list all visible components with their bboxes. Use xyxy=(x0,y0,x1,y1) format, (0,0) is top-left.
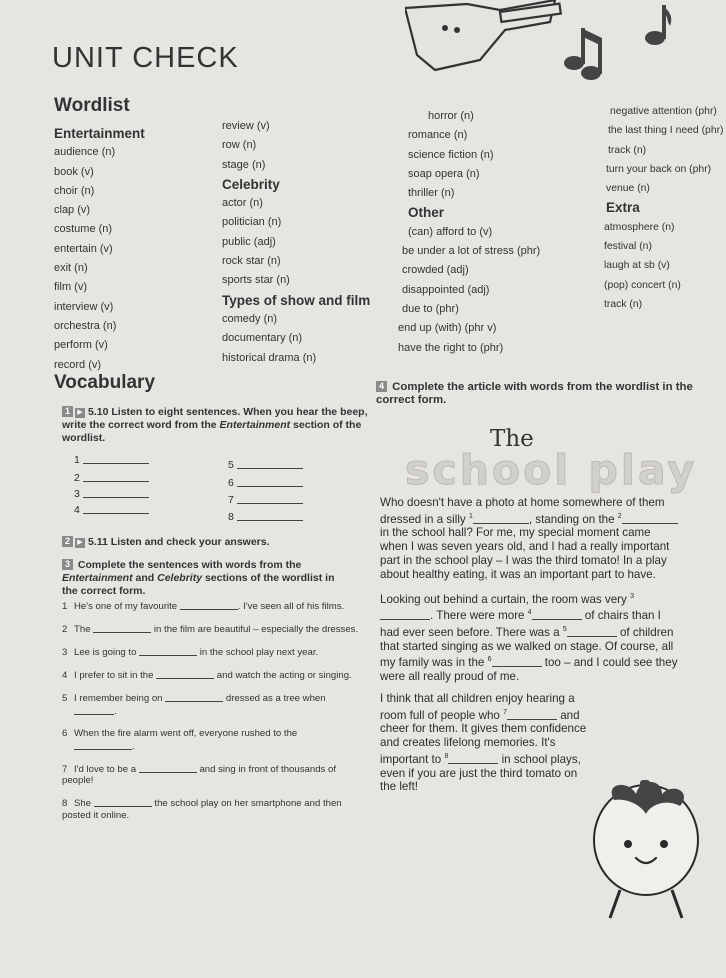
article-blank[interactable] xyxy=(622,514,678,524)
word: actor (n) xyxy=(222,197,263,210)
sentence-text: Lee is going to xyxy=(74,647,137,659)
word: audience (n) xyxy=(54,146,116,159)
article-blank[interactable] xyxy=(448,754,498,764)
blank-number: 6 xyxy=(228,477,234,489)
instruction-italic: Entertainment xyxy=(62,572,133,584)
exercise-4-instruction xyxy=(376,381,716,407)
audio-icon: ▶ xyxy=(75,408,85,418)
instruction-text: and xyxy=(135,572,155,584)
word: horror (n) xyxy=(428,110,474,122)
sentence-number: 6 xyxy=(62,728,68,740)
wordlist-column-4 xyxy=(604,102,724,314)
sentence-text: and sing in front of thousands of people! xyxy=(62,763,336,787)
word: orchestra (n) xyxy=(54,319,117,332)
sentence-text: in the school play next year. xyxy=(199,647,319,659)
article-text: in school plays, even if you are just the third tomato on the left! xyxy=(380,752,581,794)
wordlist-heading-other: Other xyxy=(408,205,445,221)
sentence-text: dressed as a tree when xyxy=(225,693,326,705)
word: end up (with) (phr v) xyxy=(398,322,497,335)
article-blank[interactable] xyxy=(492,657,542,667)
sentence-number: 1 xyxy=(62,601,68,612)
article-blank[interactable] xyxy=(380,610,430,620)
wordlist-heading: Wordlist xyxy=(54,95,130,116)
article-text: Looking out behind a curtain, the room was very xyxy=(380,592,631,606)
exercise-number-badge: 2 xyxy=(62,536,73,547)
answer-blank[interactable] xyxy=(165,692,223,702)
word: science fiction (n) xyxy=(408,148,494,161)
instruction-text: Listen to eight sentences. When you hear the beep, write the correct word from the xyxy=(62,406,368,431)
word: perform (v) xyxy=(54,339,108,352)
sentence-text: and watch the acting or singing. xyxy=(216,670,352,682)
instruction-text: Complete the article with words from the wordlist in the correct form. xyxy=(376,381,693,406)
exercise-number-badge: 3 xyxy=(62,559,73,570)
answer-blank[interactable] xyxy=(74,740,132,750)
article-text: of children that started singing as we walked on stage. Of course, all my family was in the xyxy=(380,625,674,670)
word: the last thing I need (phr) xyxy=(608,125,724,137)
sentence-number: 2 xyxy=(62,624,68,636)
word: interview (v) xyxy=(54,300,114,313)
answer-blank[interactable] xyxy=(228,477,303,489)
word: review (v) xyxy=(222,120,270,132)
word: historical drama (n) xyxy=(222,351,317,364)
blank-number: 2 xyxy=(74,472,80,484)
guitar-and-notes-illustration xyxy=(405,0,675,110)
article-text: . There were more xyxy=(430,609,528,623)
article-text: too – and I could see they were all really proud of me. xyxy=(380,656,678,684)
answer-blank[interactable] xyxy=(228,459,303,471)
word: stage (n) xyxy=(222,158,266,171)
word: track (n) xyxy=(604,298,643,310)
sentence-text: . I've seen all of his films. xyxy=(237,601,345,612)
answer-blank[interactable] xyxy=(74,454,149,466)
word: have the right to (phr) xyxy=(398,341,504,354)
article-text: , standing on the xyxy=(528,512,618,526)
blank-number: 3 xyxy=(74,488,80,500)
word: documentary (n) xyxy=(222,332,303,345)
article-paragraph xyxy=(380,590,680,684)
article-paragraph xyxy=(380,496,680,582)
word: turn your back on (phr) xyxy=(606,163,712,175)
instruction-italic: Entertainment xyxy=(219,419,291,431)
exercise-1-instruction xyxy=(62,406,372,445)
audio-track: 5.10 xyxy=(88,406,109,418)
gap-number: 3 xyxy=(630,592,634,600)
word: sports star (n) xyxy=(222,274,290,287)
word: comedy (n) xyxy=(222,312,278,325)
article-text: Who doesn't have a photo at home somewhere of them dressed in a silly xyxy=(380,496,665,526)
gap-number: 8 xyxy=(444,752,449,760)
word: venue (n) xyxy=(606,183,650,195)
word: atmosphere (n) xyxy=(604,221,675,233)
article-blank[interactable] xyxy=(473,514,529,524)
instruction-text: Listen and check your answers. xyxy=(110,536,270,548)
article-blank[interactable] xyxy=(507,710,557,720)
word: laugh at sb (v) xyxy=(604,260,670,272)
answer-blank[interactable] xyxy=(74,705,114,715)
sentence-text: in the film are beautiful – especially the dresses. xyxy=(153,624,359,636)
wordlist-heading-entertainment: Entertainment xyxy=(54,126,145,141)
word: be under a lot of stress (phr) xyxy=(402,245,541,258)
word: film (v) xyxy=(54,281,87,294)
blank-number: 8 xyxy=(228,511,234,523)
article-paragraph xyxy=(380,692,595,794)
word: crowded (adj) xyxy=(402,264,469,277)
word: romance (n) xyxy=(408,129,468,142)
word: exit (n) xyxy=(54,262,88,275)
word: record (v) xyxy=(54,358,102,371)
answer-blank[interactable] xyxy=(74,472,149,484)
word: costume (n) xyxy=(54,223,113,236)
wordlist-heading-extra: Extra xyxy=(606,200,640,216)
word: row (n) xyxy=(222,139,257,152)
gap-number: 6 xyxy=(487,656,492,664)
wordlist-column-1 xyxy=(54,124,145,375)
answer-blank[interactable] xyxy=(139,763,197,773)
article-title-school-play: school play xyxy=(405,446,698,494)
word: public (adj) xyxy=(222,235,276,248)
sentence-item xyxy=(62,600,362,613)
answer-blank[interactable] xyxy=(94,797,152,807)
article-text: I think that all children enjoy hearing a room full of people who xyxy=(380,691,575,722)
sentence-text: the school play on her smartphone and then posted it online. xyxy=(62,798,342,822)
sentence-number: 8 xyxy=(62,798,68,810)
sentence-number: 5 xyxy=(62,693,68,705)
audio-track: 5.11 xyxy=(88,536,108,548)
wordlist-column-2 xyxy=(222,117,370,368)
sentence-text: I prefer to sit in the xyxy=(74,670,154,682)
word: festival (n) xyxy=(604,241,652,253)
sentence-item: 5 I remember being on dressed as a tree when . xyxy=(62,693,326,717)
answer-blank[interactable] xyxy=(74,504,149,516)
sentence-item xyxy=(62,797,362,821)
word: due to (phr) xyxy=(402,302,459,315)
article-text: in the school hall? For me, my special moment came when I was seven years old, and I had a really important part in the school play – I was the third tomato! In a play about healthy eating, it was an important part to have. xyxy=(380,526,670,581)
sentence-item xyxy=(62,669,362,682)
exercise-3-instruction xyxy=(62,559,352,598)
blank-number: 4 xyxy=(74,504,80,516)
sentence-text: I'd love to be a xyxy=(74,763,137,775)
exercise-number-badge: 1 xyxy=(62,406,73,417)
word: disappointed (adj) xyxy=(402,283,490,296)
article-blank[interactable] xyxy=(532,610,582,620)
answer-blank[interactable] xyxy=(74,488,149,500)
sentence-item xyxy=(62,728,362,752)
article-text: of chairs than I had ever seen before. There was a xyxy=(380,609,661,639)
word: track (n) xyxy=(608,144,647,156)
answer-blank[interactable] xyxy=(228,494,303,506)
wordlist-heading-types-of-show: Types of show and film xyxy=(222,292,371,308)
sentence-text: I remember being on xyxy=(74,693,163,705)
article-blank[interactable] xyxy=(567,627,617,637)
gap-number: 7 xyxy=(503,708,507,716)
gap-number: 2 xyxy=(617,512,622,520)
gap-number: 1 xyxy=(468,512,473,520)
blank-number: 1 xyxy=(74,454,80,466)
word: negative attention (phr) xyxy=(610,106,717,117)
tomato-character-illustration xyxy=(584,770,714,920)
exercise-number-badge: 4 xyxy=(376,381,387,392)
sentence-text: The xyxy=(74,624,91,636)
sentence-number: 7 xyxy=(62,763,68,775)
instruction-italic: Celebrity xyxy=(157,572,203,584)
sentence-text: He's one of my favourite xyxy=(74,601,178,612)
exercise-2-instruction xyxy=(62,536,270,549)
exercise-3-sentences xyxy=(62,600,362,832)
word: clap (v) xyxy=(54,204,91,217)
sentence-text: When the fire alarm went off, everyone rushed to the xyxy=(74,728,298,740)
word: thriller (n) xyxy=(408,187,455,200)
instruction-text: Complete the sentences with words from the xyxy=(77,559,302,571)
article-text: and cheer for them. It gives them confidence and creates lifelong memories. It's important to xyxy=(380,708,587,766)
sentence-text: She xyxy=(74,798,92,810)
audio-icon: ▶ xyxy=(75,538,85,548)
instruction-text: section of the wordlist. xyxy=(62,419,362,444)
sentence-item xyxy=(62,646,362,659)
sentence-item xyxy=(62,623,362,636)
wordlist-heading-celebrity: Celebrity xyxy=(222,176,280,192)
instruction-text: sections of the wordlist in the correct form. xyxy=(62,572,335,597)
blank-number: 5 xyxy=(228,459,234,471)
wordlist-column-3 xyxy=(398,107,540,358)
word: soap opera (n) xyxy=(408,167,480,180)
word: politician (n) xyxy=(222,216,282,229)
gap-number: 4 xyxy=(527,609,532,617)
vocabulary-heading: Vocabulary xyxy=(54,372,156,393)
answer-blank[interactable] xyxy=(228,511,303,523)
sentence-number: 3 xyxy=(62,647,68,659)
word: (pop) concert (n) xyxy=(604,279,681,291)
article-body xyxy=(380,496,680,802)
sentence-number: 4 xyxy=(62,670,68,682)
sentence-item xyxy=(62,763,362,787)
article-title-the: The xyxy=(490,426,534,452)
answer-blank[interactable] xyxy=(180,600,238,610)
blank-number: 7 xyxy=(228,494,234,506)
word: book (v) xyxy=(54,165,94,178)
answer-blank[interactable] xyxy=(156,669,214,679)
gap-number: 5 xyxy=(562,625,567,633)
answer-blank[interactable] xyxy=(93,623,151,633)
word: rock star (n) xyxy=(222,255,281,268)
unit-title: UNIT CHECK xyxy=(52,42,239,74)
word: choir (n) xyxy=(54,184,95,197)
word: entertain (v) xyxy=(54,242,113,255)
sentence-text: . xyxy=(132,740,135,752)
answer-blank[interactable] xyxy=(139,646,197,656)
word: (can) afford to (v) xyxy=(408,225,493,238)
